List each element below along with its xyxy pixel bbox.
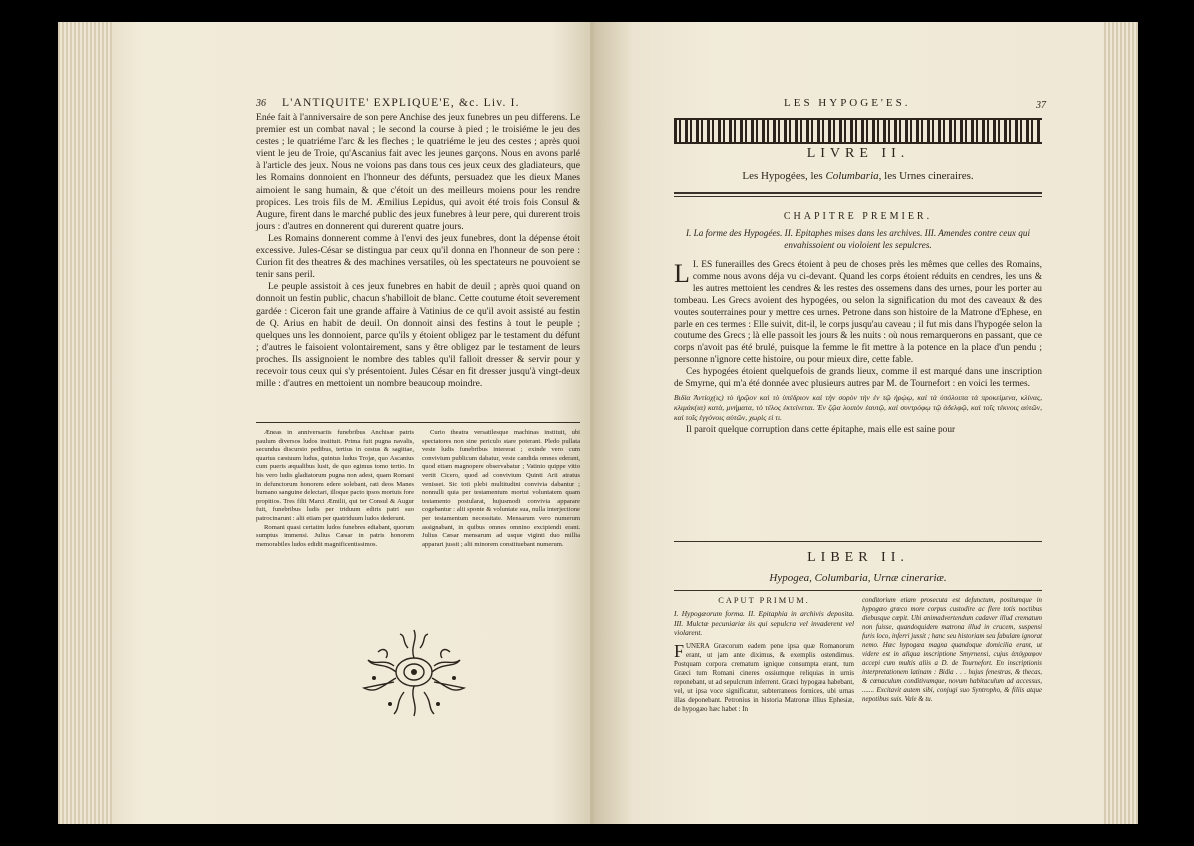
latin-left-column bbox=[674, 596, 854, 714]
paragraph-text: conditorium etiam prosecuta est defunctum, positumque in hypogæo græco more corpus custodire ac flere totis noctibus diebusque cœpit. Ubi animadvertendum cadaver illud crematum non fuisse, quandoquidem matrona illud in crucem, suspensi furis loco, inferri jussit ; hanc seu historiam seu fabulam ignorat nemo. Hæc hypogæa magna quandoque domicilia erant, ut videre est in aliqua inscriptione Smyrnensi, cujus ἀπόγραφον accepi cum multis aliis a D. de Tournefort. En inscriptionis interpretationem latinam : Bidia . . . hujus fenestras, & thecas, & cœnaculum conditivumque, novum habitaculum ad accessus, ....... Excitavit autem sibi, conjugi suo Syntropho, & filiis atque nepotibus suis. Vale & tu. bbox=[862, 597, 1042, 703]
chapter-title-latin: CAPUT PRIMUM. bbox=[718, 596, 810, 605]
open-book bbox=[58, 22, 1138, 824]
paragraph: Curio theatra versatilesque machinas instituit, ubi spectatores non sine periculo stare poterant. Pledo pullata veste ludis funebribus intererat ; exinde vero cum convivium publicum dabatur, veste candida omnes ederant, quod etiam magnopere observabatur ; Vatinio quippe vitio vertit Cicero, quod ad convivium Quinti Arii atratus venisset. Sic toti plebi multitudini convivia dabantur ; nonnulli quia per testamentum mortui voluntatem quam testamento postularat, hujusmodi convivia apparare cogebantur : alii sponte & voluntate sua, nulla interjectione per testamentum necessitate. Mensarum vero numerum assignabant, in quibus omnes omnino excipiendi erant. Julius Cæsar mensarum ad usque viginti duo millia apparari jussit ; alii minorem constituebant numerum. bbox=[422, 429, 580, 548]
paragraph-text: UNERA Græcorum eadem pene ipsa quæ Romanorum erant, ut jam ante diximus, & exemplis ostendimus. Postquam corpora crematum ignique consumpta erant, tum Græci tum Romani cineres ossiumque reliquias in urnis reponebant, ut ad sepulcrum inferrent. Græci hypogæa habebant, vel, ut ipsa voce significatur, subterraneos fornices, ubi urnas illas deponebant. Petronius in historia Matronæ illius Ephesiæ, de hypogæo hæc habet : In bbox=[674, 642, 854, 713]
divider bbox=[674, 541, 1042, 542]
book-subtitle-french bbox=[674, 170, 1042, 182]
subtitle-part: , les Urnes cineraires. bbox=[878, 170, 974, 182]
latin-column-1-text bbox=[674, 642, 854, 714]
paragraph: Il paroit quelque corruption dans cette épitaphe, mais elle est saine pour bbox=[686, 424, 956, 435]
latin-right-column bbox=[862, 596, 1042, 704]
book-title-latin: LIBER II. bbox=[807, 550, 909, 565]
ornament-vignette bbox=[354, 622, 474, 722]
paragraph: Ces hypogées étoient quelquefois de grands lieux, comme il est marqué dans une inscription de Smyrne, qui m'a été donnée avec plusieurs autres par M. de Tournefort : en voici les termes. bbox=[674, 367, 1042, 390]
right-french-text bbox=[674, 260, 1042, 437]
chapter-summary-french: I. La forme des Hypogées. II. Epitaphes mises dans les archives. III. Amendes contre ceux qui envahissoient ou violoient les sepulcres. bbox=[685, 228, 1031, 250]
subtitle-part: Columbaria bbox=[825, 170, 879, 182]
paragraph: Les Romains donnerent comme à l'envi des jeux funebres, dont la dépense étoit excessive. Jules-César se distingua par ceux qu'il donna en l'honneur de son pere : Curion fit des theatres & des machines versatiles, où les spectateurs ne pouvoient se tenir sans peril. bbox=[256, 232, 580, 281]
drop-cap: L bbox=[674, 259, 690, 288]
divider bbox=[256, 422, 580, 423]
right-running-head: LES HYPOGE'ES. bbox=[784, 97, 911, 109]
paragraph-text: ES funerailles des Grecs étoient à peu de choses près les mêmes que celles des Romains, comme nous avons déja vu ci-devant. Quand les corps étoient réduits en cendres, les uns & les autres mettoient les cendres & les restes des ossemens dans des urnes, pour les porter au tombeau. Les Grecs avoient des hypogées, ou selon la signification du mot des caveaux & des voutes souterraines pour y mettre ces urnes. Petrone dans son histoire de la Matrone d'Ephese, en parle en ces termes : Elle suivit, dit-il, le corps jusqu'au caveau ; il fut mis dans l'hypogée selon la coutume des Grecs ; là elle passoit les jours & les nuits : où nous remarquerons en passant, que ce corps n'avoit pas été brulé, puisque la femme le fit mettre à la potence en la place d'un pendu ; personne n'ignore cette histoire, ou pour mieux dire, cette fable. bbox=[674, 260, 1043, 366]
subtitle-part: Les Hypogées, les bbox=[742, 170, 826, 182]
book-title-french: LIVRE II. bbox=[806, 146, 910, 161]
paragraph: Enée fait à l'anniversaire de son pere Anchise des jeux funebres un peu differens. Le premier est un combat naval ; le second la course à pied ; le troisiéme le jeu des cestes ; le quatriéme l'arc & les fleches ; le quatriéme le jeu des cestes ; après quoi vient le jeu de Troie, qu'Ascanius fait avec les jeunes garçons. Nous en avons parlé à l'article des jeux. Nous ne voions pas dans tous ces jeux ceux des gladiateurs, que les Romains donnoient en l'honneur des défunts, persuadez que les dieux Manes aimoient le sang humain, & que c'étoit un des meilleurs moiens pour les rendre propices. Les trois fils de M. Æmilius Lepidus, qui avoit été trois fois Consul & Augure, firent dans le marché public des jeux funebres à leur pere, qui durerent trois jours : d'autres en donnerent qui durerent quatre jours. bbox=[256, 112, 580, 232]
paragraph-number: I. bbox=[692, 260, 699, 270]
page-edges-left bbox=[58, 22, 112, 824]
latin-column-left bbox=[256, 429, 414, 549]
divider bbox=[674, 590, 1042, 591]
right-page bbox=[594, 22, 1102, 824]
left-page-number: 36 bbox=[256, 98, 266, 109]
chapter-title-french: CHAPITRE PREMIER. bbox=[783, 211, 933, 222]
book-subtitle-latin: Hypogea, Columbaria, Urnæ cinerariæ. bbox=[769, 572, 947, 584]
divider bbox=[674, 192, 1042, 194]
divider bbox=[674, 196, 1042, 197]
paragraph: Romani quasi certatim ludos funebres ediabant, quorum sumptus immensi. Julius Cæsar in patris honorem memorabiles ludos edidit magnificentissimos. bbox=[256, 523, 414, 548]
left-french-text bbox=[256, 112, 580, 390]
greek-inscription: Βιδία Ἀντίοχ(ις) τὸ ἡρῷον καὶ τὸ ὑπέδριον καὶ τὴν σορὸν τὴν ἐν τῷ ἡρῴῳ, καὶ τὰ ὑπόλοιπα τὰ προκείμενα, κλίνας, κλιμάκ(ια) κατὰ, μνήματα, τὸ τέλος ἐκτείνεται. Ἐν ζῷα λοιπὸν ἑαυτῷ, καὶ συντρόφῳ τῷ ἀδελφῷ, καὶ τοῖς τέκνοις αὐτῶν, καὶ τοῖς ἐγγόνοις αὐτῶν, χωρὶς εἰ τι. bbox=[674, 392, 1042, 422]
left-running-head: L'ANTIQUITE' EXPLIQUE'E, &c. Liv. I. bbox=[282, 97, 520, 109]
right-page-number: 37 bbox=[1036, 100, 1046, 111]
paragraph bbox=[674, 260, 1042, 367]
latin-column-right bbox=[422, 429, 580, 549]
drop-cap: F bbox=[674, 640, 685, 661]
chapter-summary-latin: I. Hypogæorum forma. II. Epitaphia in archivis deposita. III. Mulctæ pecuniariæ iis qui sepulcra vel invaderent vel violarent. bbox=[674, 609, 854, 638]
left-page bbox=[112, 22, 594, 824]
decorative-headband bbox=[674, 118, 1042, 144]
paragraph: Le peuple assistoit à ces jeux funebres en habit de deuil ; après quoi quand on donnoit un festin public, chacun s'habilloit de blanc. Cette coutume étoit severement gardée : Ciceron fait une grande affaire à Vatinius de ce qu'il avoit assisté au festin de Q. Arius en habit de deuil. On donnoit ainsi des festins à tout le peuple ; quelques uns les donnoient, parce qu'ils y étoient obligez par le testament du défunt ; d'autres le faisoient volontairement, sans y être obligez par le testament de leurs proches. Ils assignoient le nombre des tables qu'il falloit dresser & servir pour y recevoir tous ceux qui s'y présentoient. Jules César en fit dresser jusqu'à vingt-deux mille : d'autres en mettoient un nombre beaucoup moindre. bbox=[256, 281, 580, 390]
page-edges-right bbox=[1102, 22, 1138, 824]
paragraph: Æneas in anniversariis funebribus Anchisæ patris paulum diversos ludos instituit. Prima fuit pugna navalis, secundus discursio pedibus, tertius in cestus & sagittae, quartus cæstuum ludus, quintus ludus Trojæ, quo Ascanius cum pueris æqualibus lusit, de quo egimus tomo tertio. In his vero ludis gladiatorum pugna non adest, quam Romani in defunctorum honorem edere solebant, rati deos Manes humano sanguine delectari, illoque pacto ipsos mortuis fore propitios. Tres filii Marci Æmilii, qui ter Consul & Augur fuit, funebribus ludis per triduum ediris patri suo patrocinarunt : alii etiam per quatriduum ludos dederunt. bbox=[256, 429, 414, 522]
